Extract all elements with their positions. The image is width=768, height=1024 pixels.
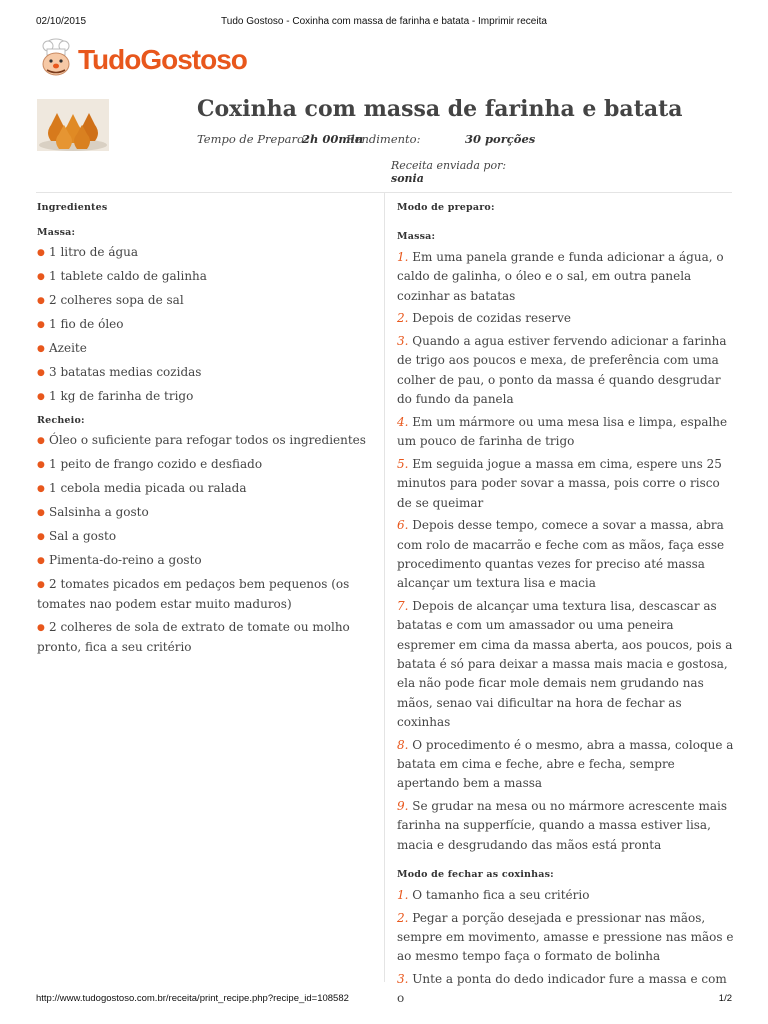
- list-item: ● Salsinha a gosto: [37, 503, 377, 523]
- list-item: ● 1 kg de farinha de trigo: [37, 387, 377, 407]
- ingredients-heading: Ingredientes: [37, 202, 108, 213]
- bullet-icon: ●: [37, 436, 45, 446]
- method-column: [397, 202, 735, 1012]
- recipe-sender: [391, 159, 506, 185]
- list-item: 2. Pegar a porção desejada e pressionar nas mãos, sempre em movimento, amasse e pressione nas mãos e ao mesmo tempo faça o formato de bolinha: [397, 910, 734, 964]
- list-item: ● Azeite: [37, 339, 377, 359]
- list-item: 7. Depois de alcançar uma textura lisa, descascar as batatas e com um amassador ou uma peneira espremer em cima da massa aberta, aos poucos, pois a batata é só para deixar a massa mais macia e gostosa, ela não pode ficar mole demais nem grudando nas mãos, senao vai dificultar na hora de fechar as coxinhas: [397, 599, 733, 729]
- site-logo[interactable]: [36, 36, 247, 80]
- brand-name: TudoGostoso: [78, 44, 247, 75]
- list-item: 1. O tamanho fica a seu critério: [397, 887, 590, 902]
- sender-name: sonia: [391, 172, 424, 185]
- bullet-icon: ●: [37, 532, 45, 542]
- prep-time-label: Tempo de Preparo:: [197, 132, 308, 146]
- sender-label: Receita enviada por:: [391, 159, 507, 172]
- ingredients-list: [37, 431, 377, 657]
- list-item: ● 1 tablete caldo de galinha: [37, 267, 377, 287]
- page-number: 1/2: [718, 993, 732, 1004]
- list-item: 2. Depois de cozidas reserve: [397, 311, 571, 326]
- list-item: ● 2 colheres sopa de sal: [37, 291, 377, 311]
- bullet-icon: ●: [37, 580, 45, 590]
- chef-mascot-icon: [36, 37, 76, 79]
- bullet-icon: ●: [37, 623, 45, 633]
- recipe-photo: [37, 99, 109, 151]
- list-item: ● 1 fio de óleo: [37, 315, 377, 335]
- bullet-icon: ●: [37, 484, 45, 494]
- bullet-icon: ●: [37, 248, 45, 258]
- list-item: 3. Unte a ponta do dedo indicador fure a massa e com o: [397, 972, 727, 1006]
- list-item: ● 1 litro de água: [37, 243, 377, 263]
- list-item: 8. O procedimento é o mesmo, abra a massa, coloque a batata em cima e feche, abre e fecha, sempre apertando bem a massa: [397, 737, 734, 791]
- list-item: ● 1 peito de frango cozido e desfiado: [37, 455, 377, 475]
- list-item: 5. Em seguida jogue a massa em cima, espere uns 25 minutos para poder sovar a massa, pois corre o risco de se queimar: [397, 456, 722, 510]
- bullet-icon: ●: [37, 320, 45, 330]
- method-heading: Modo de preparo:: [397, 202, 495, 213]
- divider-vertical: [384, 192, 385, 982]
- ingredients-column: [37, 202, 377, 661]
- bullet-icon: ●: [37, 508, 45, 518]
- recipe-meta: [197, 132, 536, 146]
- method-steps: [397, 248, 735, 855]
- yield-label: Rendimento:: [346, 132, 421, 146]
- print-footer: [36, 993, 732, 1007]
- list-item: ● 1 cebola media picada ou ralada: [37, 479, 377, 499]
- yield-value: 30 porções: [465, 132, 536, 146]
- list-item: 3. Quando a agua estiver fervendo adicionar a farinha de trigo aos poucos e mexa, de preferência com uma colher de pau, o ponto da massa é quando desgrudar do fundo da panela: [397, 334, 727, 407]
- method-section-title: Modo de fechar as coxinhas:: [397, 868, 554, 880]
- list-item: ● 2 tomates picados em pedaços bem pequenos (os tomates nao podem estar muito maduros): [37, 577, 350, 611]
- method-section-title: Massa:: [397, 231, 436, 242]
- list-item: ● Óleo o suficiente para refogar todos os ingredientes: [37, 431, 377, 451]
- bullet-icon: ●: [37, 556, 45, 566]
- list-item: 4. Em um mármore ou uma mesa lisa e limpa, espalhe um pouco de farinha de trigo: [397, 414, 728, 449]
- ingredients-section-title: Recheio:: [37, 415, 85, 426]
- list-item: 1. Em uma panela grande e funda adicionar a água, o caldo de galinha, o óleo e o sal, em outra panela cozinhar as batatas: [397, 250, 724, 303]
- bullet-icon: ●: [37, 392, 45, 402]
- list-item: 9. Se grudar na mesa ou no mármore acrescente mais farinha na supperfície, quando a massa estiver lisa, macia e desgrudando das mãos está pronta: [397, 799, 728, 852]
- method-steps: [397, 886, 735, 1009]
- bullet-icon: ●: [37, 368, 45, 378]
- bullet-icon: ●: [37, 460, 45, 470]
- coxinha-photo-icon: [37, 99, 109, 151]
- print-header: [36, 16, 732, 30]
- print-document-title: Tudo Gostoso - Coxinha com massa de farinha e batata - Imprimir receita: [221, 16, 547, 27]
- ingredients-list: [37, 243, 377, 407]
- list-item: ● 3 batatas medias cozidas: [37, 363, 377, 383]
- list-item: 6. Depois desse tempo, comece a sovar a massa, abra com rolo de macarrão e feche com as mãos, faça esse procedimento quantas vezes for preciso até massa alcançar um textura lisa e macia: [397, 518, 725, 591]
- recipe-title: Coxinha com massa de farinha e batata: [197, 96, 683, 122]
- list-item: ● 2 colheres de sola de extrato de tomate ou molho pronto, fica a seu critério: [37, 620, 350, 654]
- list-item: ● Sal a gosto: [37, 527, 377, 547]
- bullet-icon: ●: [37, 272, 45, 282]
- page-url[interactable]: http://www.tudogostoso.com.br/receita/print_recipe.php?recipe_id=108582: [36, 993, 349, 1004]
- print-date: 02/10/2015: [36, 16, 87, 27]
- bullet-icon: ●: [37, 344, 45, 354]
- ingredients-section-title: Massa:: [37, 227, 76, 238]
- list-item: ● Pimenta-do-reino a gosto: [37, 551, 377, 571]
- bullet-icon: ●: [37, 296, 45, 306]
- prep-time-value: 2h 00min: [302, 132, 364, 146]
